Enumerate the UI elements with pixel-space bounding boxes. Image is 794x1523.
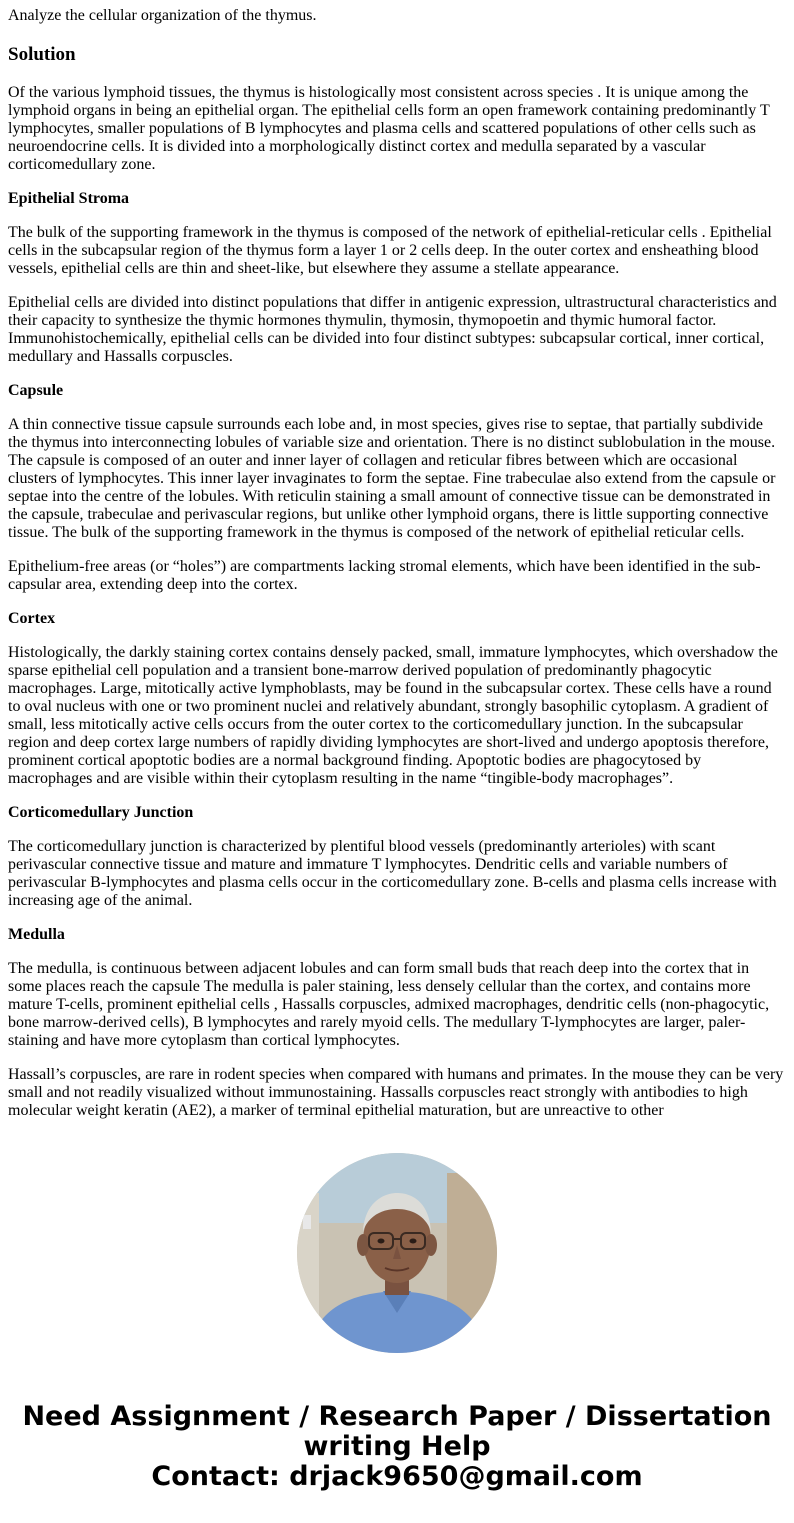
question-text: Analyze the cellular organization of the thymus. (8, 7, 317, 24)
epithelial-stroma-paragraph-1: The bulk of the supporting framework in the thymus is composed of the network of epithelial-reticular cells . Epithelial cells in the subcapsular region of the thymus form a layer 1 or 2 cells deep. In the outer cortex and ensheathing blood vessels, epithelial cells are thin and sheet-like, but elsewhere they assume a stellate appearance. (8, 224, 772, 277)
promo-banner (0, 1402, 794, 1492)
document-body (8, 7, 786, 1136)
heading-capsule: Capsule (8, 382, 64, 399)
medulla-paragraph-2: Hassall’s corpuscles, are rare in rodent species when compared with humans and primates. In the mouse they can be very small and not readily visualized without immunostaining. Hassalls corpuscles react strongly with antibodies to high molecular weight keratin (AE2), a marker of terminal epithelial maturation, but are unreactive to other (8, 1066, 784, 1119)
promo-contact: Contact: drjack9650@gmail.com (151, 1461, 643, 1492)
heading-corticomedullary-junction: Corticomedullary Junction (8, 804, 194, 821)
promo-line-2: writing Help (303, 1431, 491, 1462)
heading-medulla: Medulla (8, 926, 65, 943)
heading-epithelial-stroma: Epithelial Stroma (8, 190, 130, 207)
heading-cortex: Cortex (8, 610, 56, 627)
solution-heading: Solution (8, 44, 76, 65)
corticomedullary-paragraph: The corticomedullary junction is characterized by plentiful blood vessels (predominantly arterioles) with scant perivascular connective tissue and mature and immature T lymphocytes. Dendritic cells and variable numbers of perivascular B-lymphocytes and plasma cells occur in the corticomedullary zone. B-cells and plasma cells increase with increasing age of the animal. (8, 838, 777, 909)
portrait-photo-icon (297, 1153, 497, 1353)
promo-line-1: Need Assignment / Research Paper / Dissertation (22, 1401, 772, 1432)
avatar (297, 1153, 497, 1353)
medulla-paragraph-1: The medulla, is continuous between adjacent lobules and can form small buds that reach deep into the cortex that in some places reach the capsule The medulla is paler staining, less densely cellular than the cortex, and contains more mature T-cells, prominent epithelial cells , Hassalls corpuscles, admixed macrophages, dendritic cells (non-phagocytic, bone marrow-derived cells), B lymphocytes and rarely myoid cells. The medullary T-lymphocytes are larger, paler-staining and have more cytoplasm than cortical lymphocytes. (8, 960, 770, 1049)
cortex-paragraph: Histologically, the darkly staining cortex contains densely packed, small, immature lymphocytes, which overshadow the sparse epithelial cell population and a transient bone-marrow derived population of predominantly phagocytic macrophages. Large, mitotically active lymphoblasts, may be found in the subcapsular cortex. These cells have a round to oval nucleus with one or two prominent nuclei and relatively abundant, strongly basophilic cytoplasm. A gradient of small, less mitotically active cells occurs from the outer cortex to the corticomedullary junction. In the subcapsular region and deep cortex large numbers of rapidly dividing lymphocytes are short-lived and undergo apoptosis therefore, prominent cortical apoptotic bodies are a normal background finding. Apoptotic bodies are phagocytosed by macrophages and are visible within their cytoplasm resulting in the name “tingible-body macrophages”. (8, 644, 778, 787)
epithelial-stroma-paragraph-2: Epithelial cells are divided into distinct populations that differ in antigenic expression, ultrastructural characteristics and their capacity to synthesize the thymic hormones thymulin, thymosin, thymopoetin and thymic humoral factor. Immunohistochemically, epithelial cells can be divided into four distinct subtypes: subcapsular cortical, inner cortical, medullary and Hassalls corpuscles. (8, 294, 777, 365)
capsule-paragraph-1: A thin connective tissue capsule surrounds each lobe and, in most species, gives rise to septae, that partially subdivide the thymus into interconnecting lobules of variable size and orientation. There is no distinct sublobulation in the mouse. The capsule is composed of an outer and inner layer of collagen and reticular fibres between which are occasional clusters of lymphocytes. This inner layer invaginates to form the septae. Fine trabeculae also extend from the capsule or septae into the centre of the lobules. With reticulin staining a small amount of connective tissue can be demonstrated in the capsule, trabeculae and perivascular regions, but unlike other lymphoid organs, there is little supporting connective tissue. The bulk of the supporting framework in the thymus is composed of the network of epithelial reticular cells. (8, 416, 776, 541)
capsule-paragraph-2: Epithelium-free areas (or “holes”) are compartments lacking stromal elements, which have been identified in the sub-capsular area, extending deep into the cortex. (8, 558, 761, 593)
intro-paragraph: Of the various lymphoid tissues, the thymus is histologically most consistent across species . It is unique among the lymphoid organs in being an epithelial organ. The epithelial cells form an open framework containing predominantly T lymphocytes, smaller populations of B lymphocytes and plasma cells and scattered populations of other cells such as neuroendocrine cells. It is divided into a morphologically distinct cortex and medulla separated by a vascular corticomedullary zone. (8, 84, 770, 173)
